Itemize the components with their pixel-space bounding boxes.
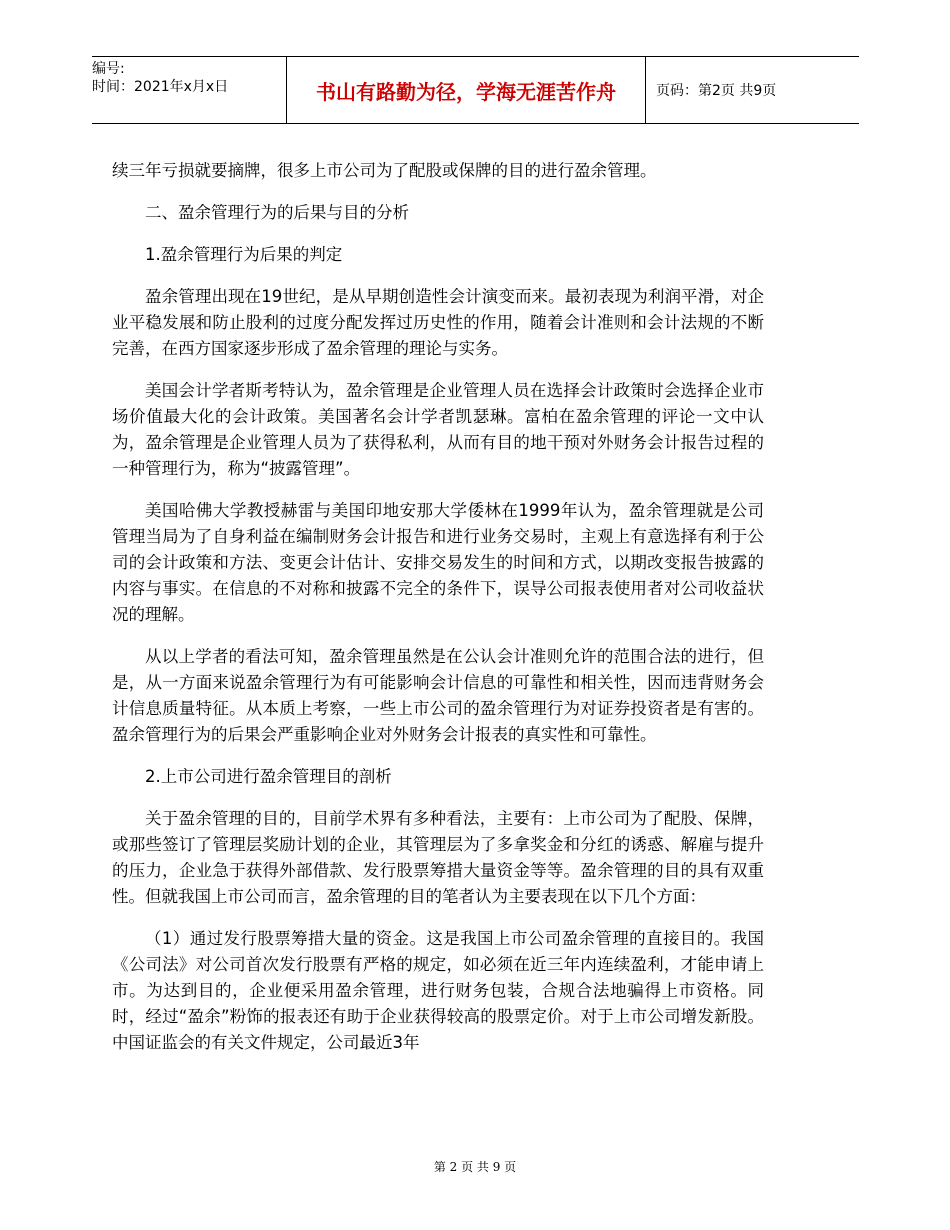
header-motto: 书山有路勤为径，学海无涯苦作舟: [286, 57, 646, 123]
document-body: [112, 158, 764, 1072]
document-time-label: 时间：2021年x月x日: [92, 79, 229, 95]
paragraph: 关于盈余管理的目的，目前学术界有多种看法，主要有：上市公司为了配股、保牌，或那些签订了管理层奖励计划的企业，其管理层为了多拿奖金和分红的诱惑、解雇与提升的压力，企业急于获得外部借款、发行股票筹措大量资金等等。盈余管理的目的具有双重性。但就我国上市公司而言，盈余管理的目的笔者认为主要表现在以下几个方面：: [112, 809, 764, 906]
paragraph: 美国哈佛大学教授赫雷与美国印地安那大学倭林在1999年认为，盈余管理就是公司管理当局为了自身利益在编制财务会计报告和进行业务交易时，主观上有意选择有利于公司的会计政策和方法、变更会计估计、安排交易发生的时间和方式，以期改变报告披露的内容与事实。在信息的不对称和披露不完全的条件下，误导公司报表使用者对公司收益状况的理解。: [112, 501, 764, 624]
subsection-heading: 2.上市公司进行盈余管理目的剖析: [145, 767, 392, 786]
paragraph: 盈余管理出现在19世纪，是从早期创造性会计演变而来。最初表现为利润平滑，对企业平稳发展和防止股利的过度分配发挥过历史性的作用，随着会计准则和会计法规的不断完善，在西方国家逐步形成了盈余管理的理论与实务。: [112, 287, 764, 358]
section-heading: 二、盈余管理行为的后果与目的分析: [145, 203, 409, 222]
document-header: [92, 56, 859, 124]
document-number-label: 编号:: [92, 61, 125, 77]
header-meta: [92, 57, 286, 123]
paragraph: （1）通过发行股票筹措大量的资金。这是我国上市公司盈余管理的直接目的。我国《公司法》对公司首次发行股票有严格的规定，如必须在近三年内连续盈利，才能申请上市。为达到目的，企业便采用盈余管理，进行财务包装，合规合法地骗得上市资格。同时，经过“盈余”粉饰的报表还有助于企业获得较高的股票定价。对于上市公司增发新股。中国证监会的有关文件规定，公司最近3年: [112, 929, 764, 1052]
page-footer: 第 2 页 共 9 页: [433, 1160, 517, 1174]
paragraph: 从以上学者的看法可知，盈余管理虽然是在公认会计准则允许的范围合法的进行，但是，从一方面来说盈余管理行为有可能影响会计信息的可靠性和相关性，因而违背财务会计信息质量特征。从本质上考察，一些上市公司的盈余管理行为对证券投资者是有害的。盈余管理行为的后果会严重影响企业对外财务会计报表的真实性和可靠性。: [112, 647, 764, 744]
subsection-heading: 1.盈余管理行为后果的判定: [145, 245, 343, 264]
header-page-info: 页码：第2页 共9页: [656, 83, 777, 99]
paragraph: 美国会计学者斯考特认为，盈余管理是企业管理人员在选择会计政策时会选择企业市场价值最大化的会计政策。美国著名会计学者凯瑟琳。富柏在盈余管理的评论一文中认为，盈余管理是企业管理人员为了获得私利，从而有目的地干预对外财务会计报告过程的一种管理行为，称为“披露管理”。: [112, 381, 764, 478]
paragraph-continuation: 续三年亏损就要摘牌，很多上市公司为了配股或保牌的目的进行盈余管理。: [112, 161, 657, 180]
